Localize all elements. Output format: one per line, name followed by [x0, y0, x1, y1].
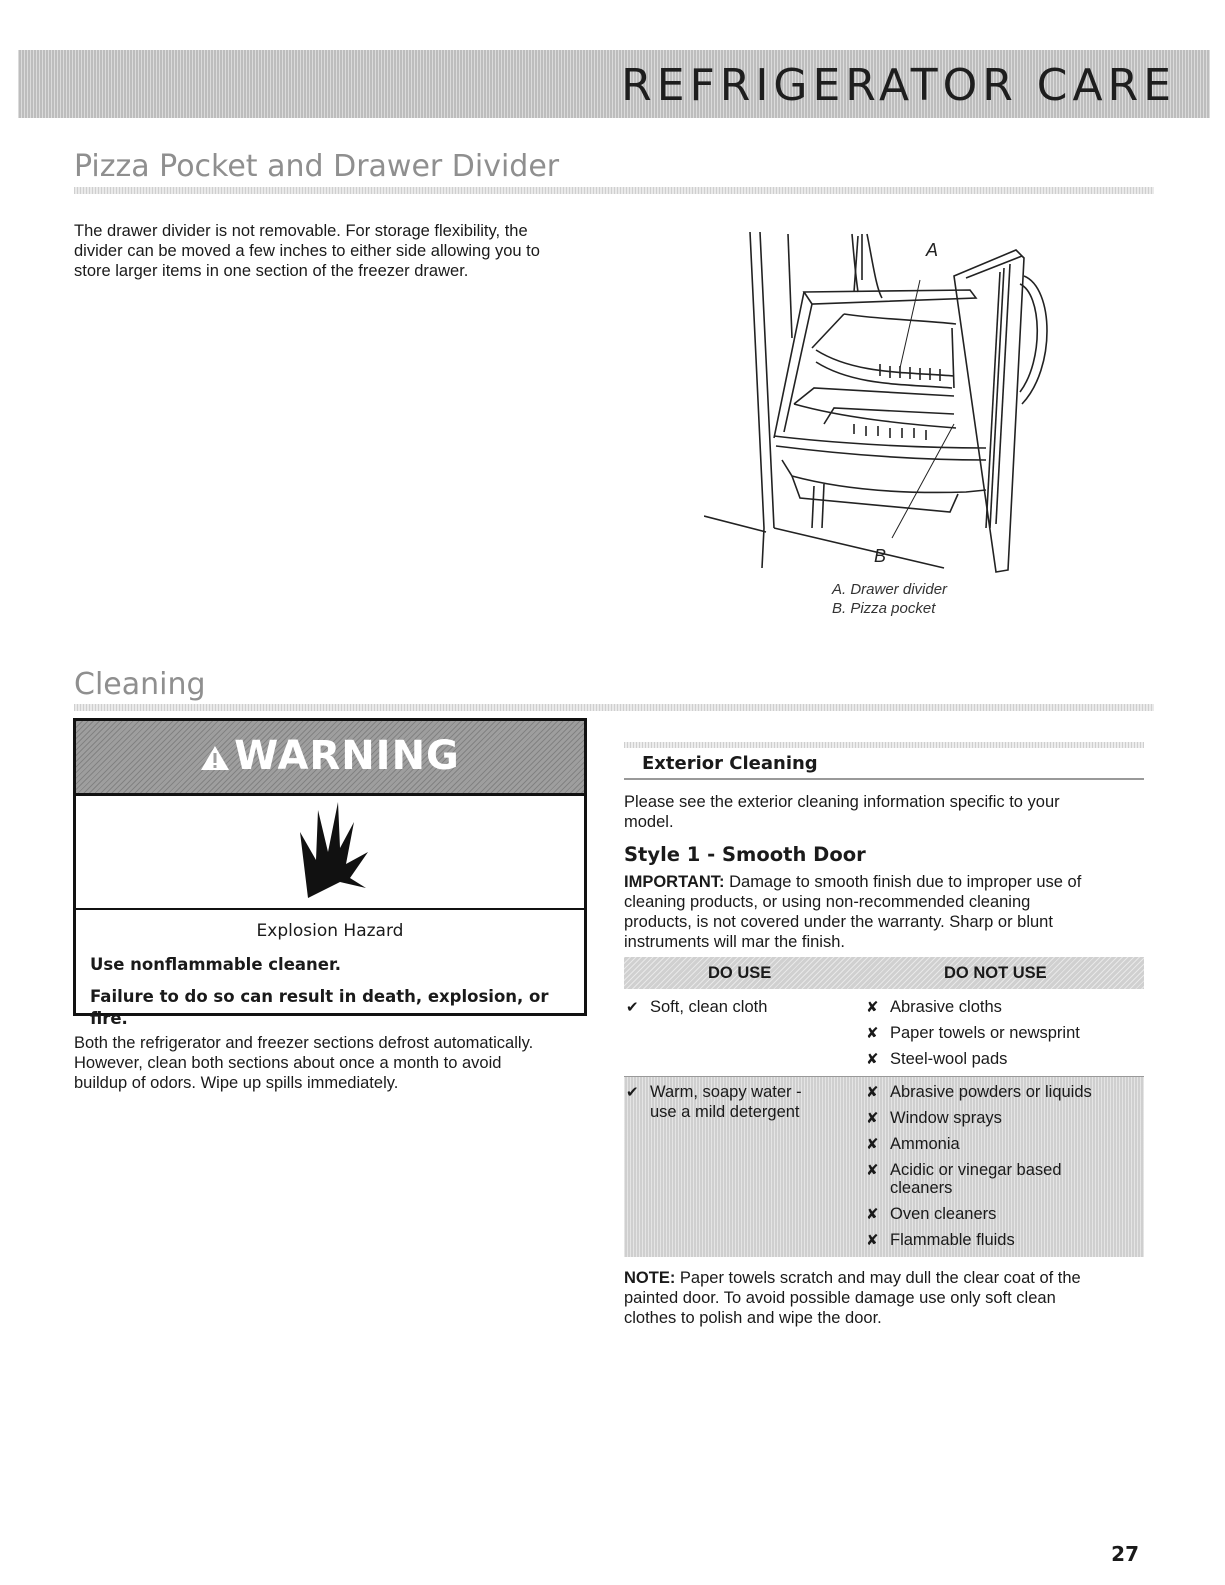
- text-line: store larger items in one section of the freezer drawer.: [74, 262, 469, 280]
- x-icon: ✘: [866, 1136, 879, 1153]
- text-line: Paper towels scratch and may dull the clear coat of the: [675, 1269, 1081, 1287]
- x-icon: ✘: [866, 1162, 879, 1179]
- text-line: instruments will mar the finish.: [624, 933, 845, 951]
- cleaning-table-header: [624, 957, 1144, 989]
- important-label: IMPORTANT:: [624, 873, 725, 891]
- text-line: buildup of odors. Wipe up spills immediately.: [74, 1074, 399, 1092]
- cleaning-paragraph: [74, 1033, 533, 1093]
- exterior-cleaning-title: Exterior Cleaning: [642, 753, 818, 774]
- do-not-use-item: ✘ Window sprays: [866, 1109, 1002, 1127]
- figure-label-b: B: [874, 546, 887, 566]
- page-header-title: REFRIGERATOR CARE: [621, 60, 1176, 111]
- do-not-use-item: ✘ Paper towels or newsprint: [866, 1024, 1080, 1042]
- x-icon: ✘: [866, 1206, 879, 1223]
- do-not-use-item: ✘ Acidic or vinegar based: [866, 1161, 1062, 1179]
- x-icon: ✘: [866, 999, 879, 1016]
- text-line: The drawer divider is not removable. For storage flexibility, the: [74, 222, 528, 240]
- note-paragraph: [624, 1268, 1081, 1328]
- subsection-underline: [624, 778, 1144, 780]
- section-divider: [74, 704, 1154, 711]
- check-icon: ✔: [626, 999, 639, 1016]
- x-icon: ✘: [866, 1051, 879, 1068]
- text-line: However, clean both sections about once a month to avoid: [74, 1054, 502, 1072]
- do-not-use-item: ✘ Ammonia: [866, 1135, 960, 1153]
- x-icon: ✘: [866, 1084, 879, 1101]
- warning-box: [73, 718, 587, 1028]
- x-icon: ✘: [866, 1110, 879, 1127]
- do-use-item: ✔ Warm, soapy water -: [626, 1083, 802, 1101]
- hazard-title: Explosion Hazard: [256, 921, 404, 941]
- warning-triangle-icon: [200, 744, 230, 772]
- do-not-use-item: ✘ Flammable fluids: [866, 1231, 1015, 1249]
- text-line: products, is not covered under the warranty. Sharp or blunt: [624, 913, 1053, 931]
- warning-header: [76, 721, 584, 796]
- section-divider: [74, 187, 1154, 194]
- header-banner: [18, 50, 1210, 118]
- do-use-item: ✔ Soft, clean cloth: [626, 998, 768, 1016]
- section-title-cleaning: Cleaning: [74, 667, 206, 702]
- do-not-use-item: ✘ Abrasive cloths: [866, 998, 1002, 1016]
- exterior-intro: [624, 792, 1060, 832]
- x-icon: ✘: [866, 1232, 879, 1249]
- freezer-drawer-illustration: [704, 228, 1064, 573]
- page-number: 27: [1111, 1542, 1139, 1566]
- figure-caption: [832, 580, 947, 618]
- do-use-header: DO USE: [708, 964, 772, 982]
- do-not-use-item-continued: cleaners: [890, 1179, 953, 1197]
- subsection-bar: [624, 742, 1144, 748]
- text-line: clothes to polish and wipe the door.: [624, 1309, 882, 1327]
- explosion-icon: [294, 802, 370, 898]
- do-not-use-item: ✘ Abrasive powders or liquids: [866, 1083, 1092, 1101]
- pizza-paragraph: [74, 221, 540, 281]
- section-title-pizza: Pizza Pocket and Drawer Divider: [74, 149, 560, 184]
- important-paragraph: [624, 872, 1081, 952]
- text-line: Both the refrigerator and freezer sections defrost automatically.: [74, 1034, 534, 1052]
- text-line: model.: [624, 813, 674, 831]
- text-line: Please see the exterior cleaning information specific to your: [624, 793, 1060, 811]
- warning-instruction: Use nonflammable cleaner.: [90, 955, 342, 974]
- text-line: divider can be moved a few inches to either side allowing you to: [74, 242, 540, 260]
- text-line: painted door. To avoid possible damage use only soft clean: [624, 1289, 1056, 1307]
- do-not-use-item: ✘ Oven cleaners: [866, 1205, 997, 1223]
- x-icon: ✘: [866, 1025, 879, 1042]
- text-line: cleaning products, or using non-recommended cleaning: [624, 893, 1031, 911]
- do-not-use-header: DO NOT USE: [944, 964, 1047, 982]
- text-line: Damage to smooth finish due to improper use of: [724, 873, 1082, 891]
- caption-pizza-pocket: B. Pizza pocket: [832, 600, 936, 617]
- check-icon: ✔: [626, 1084, 639, 1101]
- caption-drawer-divider: A. Drawer divider: [832, 581, 948, 598]
- do-not-use-item: ✘ Steel-wool pads: [866, 1050, 1008, 1068]
- note-label: NOTE:: [624, 1269, 676, 1287]
- figure-label-a: A: [926, 240, 939, 260]
- style-title: Style 1 - Smooth Door: [624, 843, 866, 866]
- warning-heading: WARNING: [234, 733, 460, 779]
- do-use-item-continued: use a mild detergent: [650, 1103, 800, 1121]
- warning-consequence: Failure to do so can result in death, explosion, or fire.: [90, 987, 549, 1028]
